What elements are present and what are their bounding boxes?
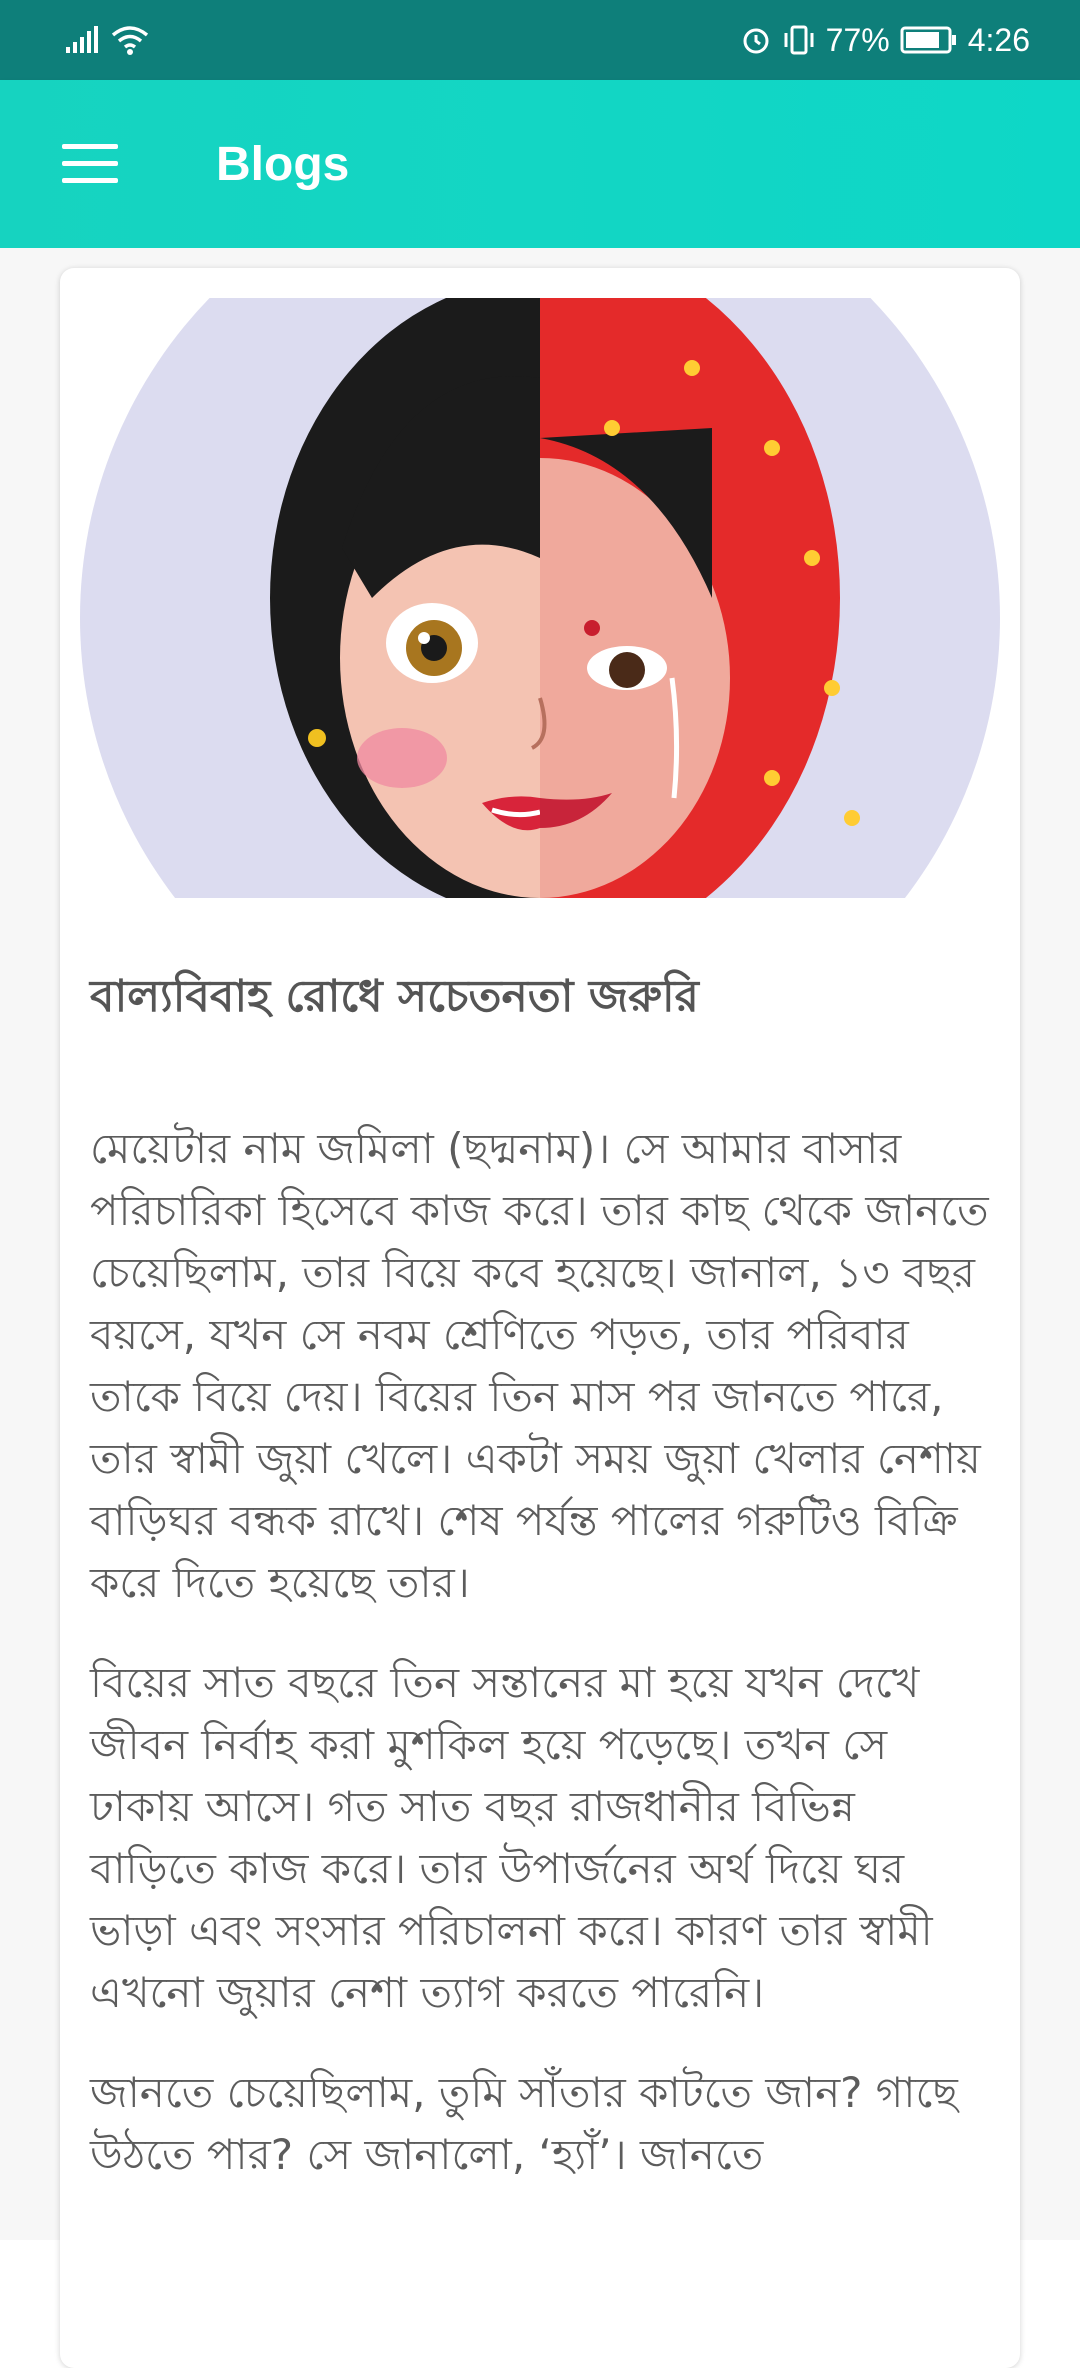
post-title: বাল্যবিবাহ রোধে সচেতনতা জরুরি	[90, 971, 699, 1022]
status-left	[64, 24, 150, 56]
page-title: Blogs	[216, 137, 350, 191]
app-bar	[0, 80, 1080, 248]
status-right	[740, 22, 1030, 59]
signal-icon	[64, 25, 100, 55]
status-bar	[0, 0, 1080, 80]
vibrate-icon	[782, 23, 816, 57]
hamburger-menu-button[interactable]	[30, 104, 150, 224]
post-paragraph: জানতে চেয়েছিলাম, তুমি সাঁতার কাটতে জান? গাছে উঠতে পার? সে জানালো, ‘হ্যাঁ’। জানতে	[90, 2068, 958, 2179]
content-area[interactable]	[0, 248, 1080, 2240]
post-body	[90, 1118, 990, 2224]
blog-post-card[interactable]	[60, 268, 1020, 2368]
post-image	[72, 298, 1008, 898]
post-paragraph: বিয়ের সাত বছরে তিন সন্তানের মা হয়ে যখন দেখে জীবন নির্বাহ করা মুশকিল হয়ে পড়েছে। তখন সে ঢাকায় আসে। গত সাত বছর রাজধানীর বিভিন্ন বাড়িতে কাজ করে। তার উপার্জনের অর্থ দিয়ে ঘর ভাড়া এবং সংসার পরিচালনা করে। কারণ তার স্বামী এখনো জুয়ার নেশা ত্যাগ করতে পারেনি।	[90, 1658, 933, 2017]
wifi-icon	[110, 24, 150, 56]
battery-icon	[900, 25, 958, 55]
battery-percent: 77%	[825, 21, 890, 58]
hamburger-menu-icon	[62, 143, 118, 185]
alarm-icon	[740, 24, 772, 56]
clock-time: 4:26	[967, 21, 1030, 58]
post-paragraph: মেয়েটার নাম জমিলা (ছদ্মনাম)। সে আমার বাসার পরিচারিকা হিসেবে কাজ করে। তার কাছ থেকে জানতে চেয়েছিলাম, তার বিয়ে কবে হয়েছে। জানাল, ১৩ বছর বয়সে, যখন সে নবম শ্রেণিতে পড়ত, তার পরিবার তাকে বিয়ে দেয়। বিয়ের তিন মাস পর জানতে পারে, তার স্বামী জুয়া খেলে। একটা সময় জুয়া খেলার নেশায় বাড়িঘর বন্ধক রাখে। শেষ পর্যন্ত পালের গরুটিও বিক্রি করে দিতে হয়েছে তার।	[90, 1124, 989, 1607]
